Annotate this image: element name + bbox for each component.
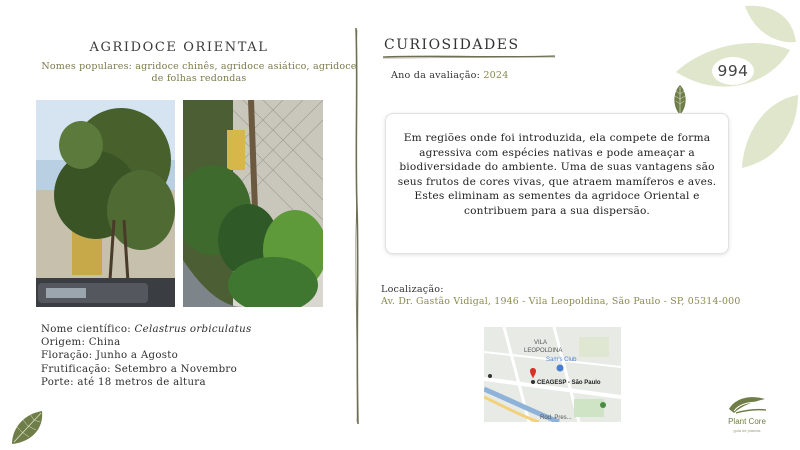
- plant-photo-tree: [36, 100, 175, 307]
- map-place: Sam's Club: [546, 357, 577, 363]
- leaf-icon: [8, 408, 46, 446]
- brand-logo-icon: [726, 393, 768, 415]
- location-label: Localização:: [381, 284, 444, 295]
- map-district-2: LEOPOLDINA: [524, 348, 563, 354]
- heading-underline: [381, 52, 557, 62]
- year-label: Ano da avaliação:: [391, 70, 481, 81]
- flowering: Floração: Junho a Agosto: [41, 350, 179, 362]
- leaf-icon: [671, 84, 689, 116]
- fruiting: Frutificação: Setembro a Novembro: [41, 363, 238, 375]
- curiosity-text: Em regiões onde foi introduzida, ela compete de forma agressiva com espécies nativas e pode ameaçar a biodiversidade do ambiente. Uma de suas vantagens são seus frutos de cores vivas, que atraem mamíferos e aves. Estes eliminam as sementes da agridoce Oriental e contribuem para a sua dispersão.: [397, 132, 717, 217]
- evaluation-year: [391, 70, 509, 81]
- park-marker-icon: [600, 402, 606, 408]
- year-value: 2024: [483, 70, 509, 81]
- store-marker-icon: [557, 365, 564, 372]
- scientific-name-label: Nome científico:: [41, 324, 131, 335]
- species-title: AGRIDOCE ORIENTAL: [89, 40, 269, 55]
- brand-name: Plant Core: [728, 417, 766, 426]
- origin: Origem: China: [41, 337, 121, 349]
- map-road: Rod. Pres...: [540, 415, 572, 421]
- map-dot-icon: [488, 374, 492, 378]
- location-address[interactable]: Av. Dr. Gastão Vidigal, 1946 - Vila Leopoldina, São Paulo - SP, 05314-000: [381, 296, 741, 307]
- popular-names: Nomes populares: agridoce chinês, agridoce asiático, agridoce de folhas redondas: [41, 61, 357, 84]
- record-number-badge: 994: [712, 57, 754, 85]
- curiosity-card: [385, 113, 729, 254]
- plant-facts: [41, 323, 251, 389]
- location-map[interactable]: [484, 327, 621, 422]
- curiosities-heading: CURIOSIDADES: [384, 37, 520, 53]
- scientific-name: Celastrus orbiculatus: [134, 324, 252, 335]
- plant-photo-shrub: [183, 100, 323, 307]
- pin-dot-icon: [531, 380, 535, 384]
- map-district: VILA: [534, 340, 548, 346]
- brand-tagline: guia de plantas: [733, 428, 761, 433]
- plant-size: Porte: até 18 metros de altura: [41, 376, 206, 388]
- scientific-name-row: [41, 323, 251, 336]
- map-marker-label: CEAGESP - São Paulo: [537, 380, 601, 386]
- vertical-divider: [350, 28, 364, 424]
